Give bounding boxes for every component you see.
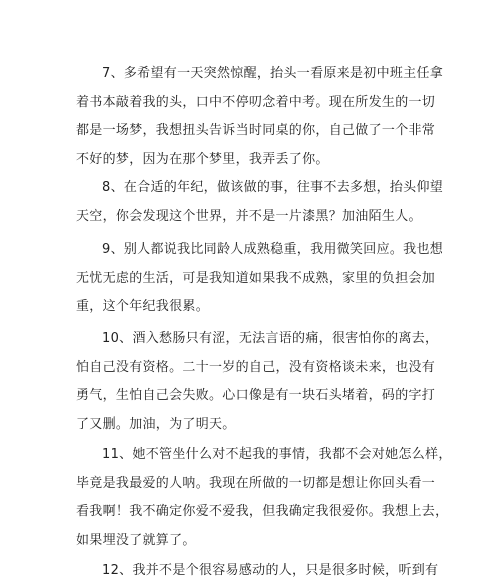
paragraph-line: 勇气，生怕自己会失败。心口像是有一块石头堵着，码的字打 xyxy=(76,388,436,404)
paragraph-line: 10、酒入愁肠只有涩，无法言语的痛，很害怕你的离去， xyxy=(102,331,439,346)
paragraph-line: 11、她不管坐什么对不起我的事情，我都不会对她怎么样， xyxy=(102,447,452,462)
paragraph-line: 7、多希望有一天突然惊醒，抬头一看原来是初中班主任拿 xyxy=(102,66,444,81)
paragraph-9 xyxy=(76,236,444,322)
paragraph-7 xyxy=(76,60,444,174)
paragraph-line: 天空，你会发现这个世界，并不是一片漆黑？加油陌生人。 xyxy=(76,208,422,224)
paragraph-line: 如果埋没了就算了。 xyxy=(76,532,196,548)
paragraph-8 xyxy=(76,174,444,231)
paragraph-line: 不好的梦，因为在那个梦里，我弄丢了你。 xyxy=(76,151,329,167)
paragraph-line: 8、在合适的年纪，做该做的事，往事不去多想，抬头仰望 xyxy=(102,180,444,195)
paragraph-line: 怕自己没有资格。二十一岁的自己，没有资格谈未来，也没有 xyxy=(76,359,436,375)
paragraph-line: 毕竟是我最爱的人呐。我现在所做的一切都是想让你回头看一 xyxy=(76,475,436,491)
paragraph-line: 无忧无虑的生活，可是我知道如果我不成熟，家里的负担会加 xyxy=(76,270,436,286)
paragraph-line: 都是一场梦，我想扭头告诉当时同桌的你，自己做了一个非常 xyxy=(76,123,436,139)
paragraph-line: 着书本敲着我的头，口中不停叨念着中考。现在所发生的一切 xyxy=(76,94,436,110)
paragraph-12 xyxy=(76,557,439,586)
paragraph-10 xyxy=(76,325,439,439)
paragraph-line: 9、别人都说我比同龄人成熟稳重，我用微笑回应。我也想 xyxy=(102,242,444,257)
paragraph-line: 了又删。加油，为了明天。 xyxy=(76,416,236,432)
paragraph-line: 12、我并不是个很容易感动的人，只是很多时候，听到有 xyxy=(102,563,439,578)
paragraph-11 xyxy=(76,441,452,555)
paragraph-line: 看我啊！我不确定你爱不爱我，但我确定我很爱你。我想上去， xyxy=(76,504,449,520)
paragraph-line: 重，这个年纪我很累。 xyxy=(76,299,210,315)
